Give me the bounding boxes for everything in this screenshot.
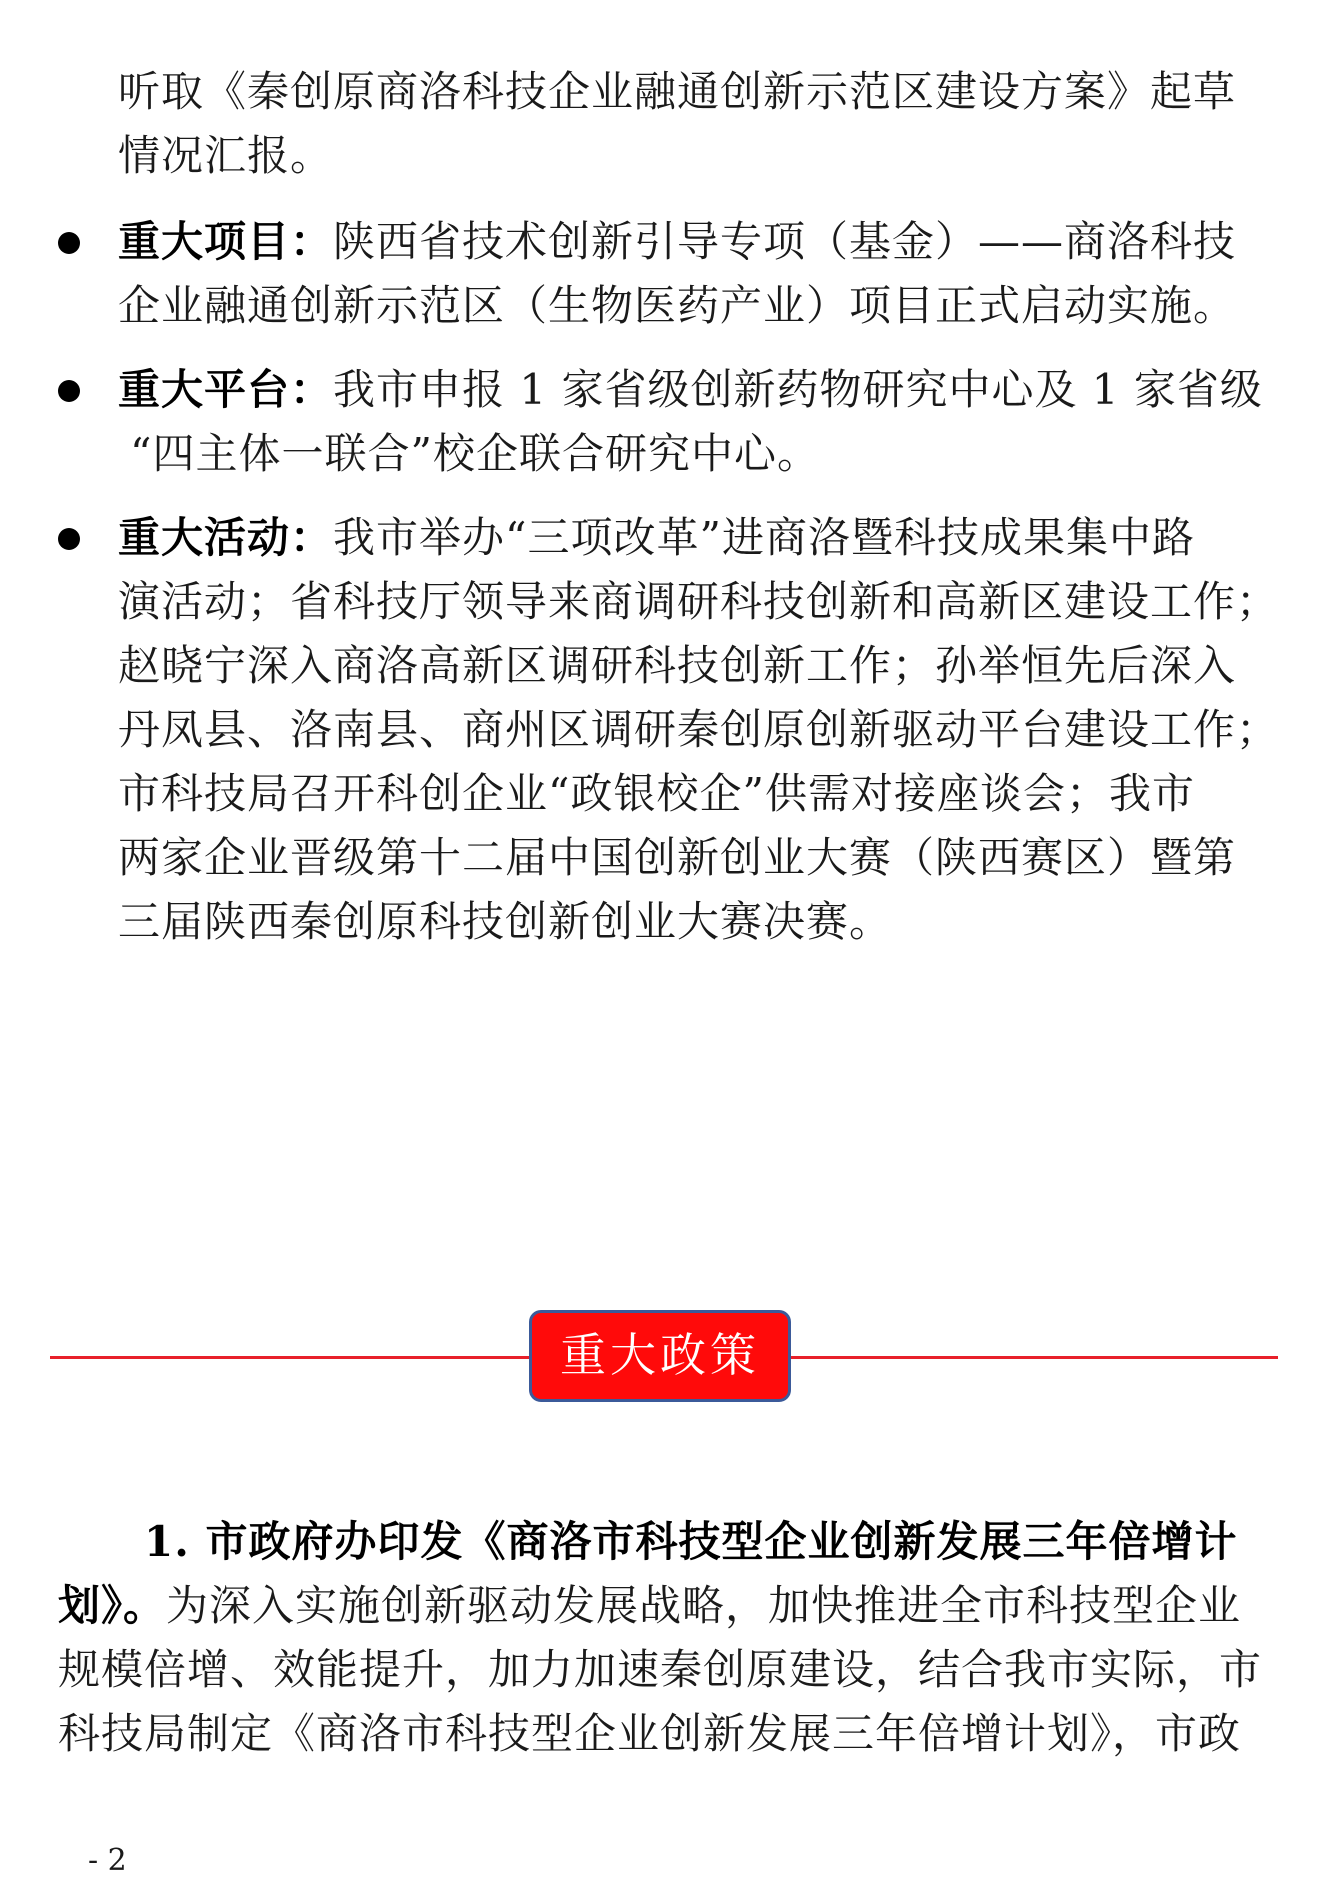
intro-line-2: 情况汇报。 (118, 131, 334, 180)
bullet-label: 重大活动： (118, 513, 334, 562)
bullet-activity-line-3: 赵晓宁深入商洛高新区调研科技创新工作；孙举恒先后深入 (118, 641, 1237, 690)
bullet-activity-line-1 (118, 508, 1195, 568)
bullet-platform-line-2: “四主体一联合”校企联合研究中心。 (130, 429, 820, 478)
bullet-text: 我市申报 1 家省级创新药物研究中心及 1 家省级 (333, 365, 1263, 414)
policy-line-1-text: 为深入实施创新驱动发展战略，加快推进全市科技型企业 (166, 1581, 1242, 1630)
bullet-project-line-2: 企业融通创新示范区（生物医药产业）项目正式启动实施。 (118, 281, 1237, 330)
bullet-text: 陕西省技术创新引导专项（基金）——商洛科技 (333, 217, 1237, 266)
bullet-label: 重大平台： (118, 365, 334, 414)
policy-line-3: 科技局制定《商洛市科技型企业创新发展三年倍增计划》，市政 (58, 1709, 1242, 1758)
policy-heading: 1. 市政府办印发《商洛市科技型企业创新发展三年倍增计 (144, 1517, 1238, 1566)
bullet-label: 重大项目： (118, 217, 334, 266)
intro-line-1: 听取《秦创原商洛科技企业融通创新示范区建设方案》起草 (118, 67, 1237, 116)
bullet-text: 我市举办“三项改革”进商洛暨科技成果集中路 (333, 513, 1195, 562)
bullet-activity-line-4: 丹凤县、洛南县、商州区调研秦创原创新驱动平台建设工作； (118, 705, 1280, 754)
policy-line-1 (58, 1576, 1241, 1636)
bullet-activity-line-6: 两家企业晋级第十二届中国创新创业大赛（陕西赛区）暨第 (118, 833, 1237, 882)
bullet-activity-line-7: 三届陕西秦创原科技创新创业大赛决赛。 (118, 897, 893, 946)
page-number: - 2 (88, 1843, 127, 1878)
bullet-dot (58, 380, 80, 402)
bullet-dot (58, 528, 80, 550)
bullet-dot (58, 232, 80, 254)
section-title-badge: 重大政策 (529, 1310, 791, 1402)
policy-line-2: 规模倍增、效能提升，加力加速秦创原建设，结合我市实际，市 (58, 1645, 1263, 1694)
bullet-activity-line-2: 演活动；省科技厅领导来商调研科技创新和高新区建设工作； (118, 577, 1280, 626)
bullet-platform-line-1 (118, 360, 1263, 420)
policy-heading-end: 划》。 (58, 1581, 167, 1630)
bullet-project-line-1 (118, 212, 1236, 272)
bullet-activity-line-5: 市科技局召开科创企业“政银校企”供需对接座谈会；我市 (118, 769, 1195, 818)
